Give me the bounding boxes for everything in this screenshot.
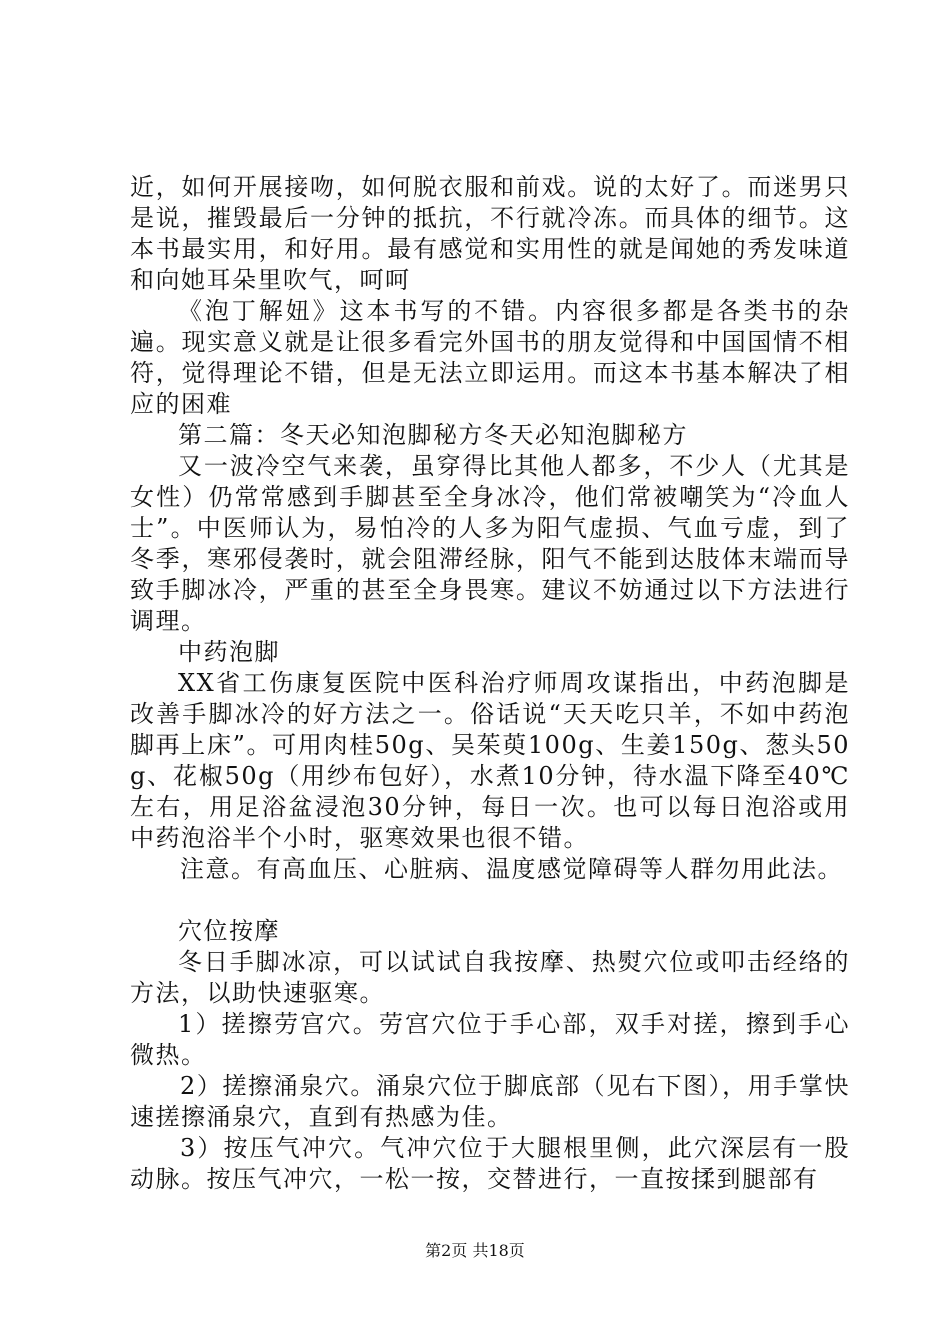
list-item-1: 1）搓擦劳宫穴。劳宫穴位于手心部，双手对搓，擦到手心微热。 (130, 1010, 850, 1069)
document-body (130, 172, 850, 1195)
subheading-acupoint-massage: 穴位按摩 (178, 917, 280, 945)
paragraph-10: 冬日手脚冰凉，可以试试自我按摩、热熨穴位或叩击经络的方法，以助快速驱寒。 (130, 948, 850, 1007)
page-number-label: 第2页 共18页 (425, 1241, 525, 1260)
paragraph-4: 又一波冷空气来袭，虽穿得比其他人都多，不少人（尤其是女性）仍常常感到手脚甚至全身冰冷，他们常被嘲笑为“冷血人士”。中医师认为，易怕冷的人多为阳气虚损、气血亏虚，到了冬季，寒邪侵袭时，就会阻滞经脉，阳气不能到达肢体末端而导致手脚冰冷，严重的甚至全身畏寒。建议不妨通过以下方法进行调理。 (130, 452, 850, 635)
page-footer (0, 1240, 950, 1262)
list-item-2: 2）搓擦涌泉穴。涌泉穴位于脚底部（见右下图），用手掌快速搓擦涌泉穴，直到有热感为佳。 (130, 1072, 850, 1131)
list-item-3: 3）按压气冲穴。气冲穴位于大腿根里侧，此穴深层有一股动脉。按压气冲穴，一松一按，交替进行，一直按揉到腿部有 (130, 1134, 850, 1193)
paragraph-caution: 注意。有高血压、心脏病、温度感觉障碍等人群勿用此法。 (180, 855, 843, 883)
paragraph-6: XX省工伤康复医院中医科治疗师周攻谋指出，中药泡脚是改善手脚冰冷的好方法之一。俗话说“天天吃只羊，不如中药泡脚再上床”。可用肉桂50g、吴茱萸100g、生姜150g、葱头50g、花椒50g（用纱布包好），水煮10分钟，待水温下降至40℃左右，用足浴盆浸泡30分钟，每日一次。也可以每日泡浴或用中药泡浴半个小时，驱寒效果也很不错。 (130, 669, 850, 852)
subheading-herbal-foot-bath: 中药泡脚 (178, 638, 280, 666)
paragraph-1: 近，如何开展接吻，如何脱衣服和前戏。说的太好了。而迷男只是说，摧毁最后一分钟的抵抗，不行就冷冻。而具体的细节。这本书最实用，和好用。最有感觉和实用性的就是闻她的秀发味道和向她耳朵里吹气，呵呵 (130, 173, 850, 294)
paragraph-2: 《泡丁解妞》这本书写的不错。内容很多都是各类书的杂遍。现实意义就是让很多看完外国书的朋友觉得和中国国情不相符，觉得理论不错，但是无法立即运用。而这本书基本解决了相应的困难 (130, 297, 850, 418)
section-title-chapter-2: 第二篇：冬天必知泡脚秘方冬天必知泡脚秘方 (178, 421, 688, 449)
blank-line (130, 885, 850, 916)
